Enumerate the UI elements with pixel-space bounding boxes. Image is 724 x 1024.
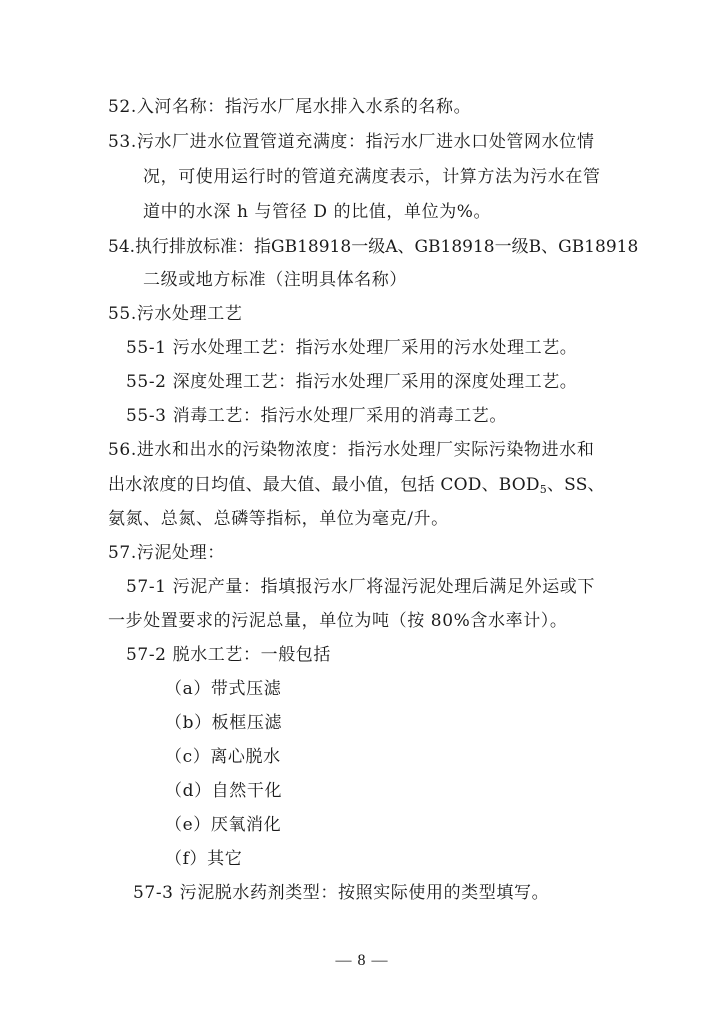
- item-56-line-2: [108, 473, 605, 497]
- item-53-line-2: 况，可使用运行时的管道充满度表示，计算方法为污水在管: [143, 167, 601, 187]
- item-55-3: 55-3 消毒工艺：指污水处理厂采用的消毒工艺。: [126, 406, 507, 426]
- dewatering-option-f: （f）其它: [165, 849, 243, 869]
- item-57-title: 57.污泥处理：: [108, 543, 225, 563]
- item-53-line-3: 道中的水深 h 与管径 D 的比值，单位为%。: [143, 202, 492, 222]
- item-55-title: 55.污水处理工艺: [108, 304, 243, 324]
- item-55-1: 55-1 污水处理工艺：指污水处理厂采用的污水处理工艺。: [126, 338, 578, 358]
- item-56-line-1: 56.进水和出水的污染物浓度：指污水处理厂实际污染物进水和: [108, 440, 595, 460]
- item-57-1-line-2: 一步处置要求的污泥总量，单位为吨（按 80%含水率计）。: [108, 611, 568, 631]
- item-57-1-line-1: 57-1 污泥产量：指填报污水厂将湿污泥处理后满足外运或下: [126, 577, 595, 597]
- item-56-line-3: 氨氮、总氮、总磷等指标，单位为毫克/升。: [108, 509, 449, 529]
- dewatering-option-c: （c）离心脱水: [165, 747, 281, 767]
- page-number: — 8 —: [335, 952, 389, 969]
- dewatering-option-a: （a）带式压滤: [165, 679, 282, 699]
- item-55-2: 55-2 深度处理工艺：指污水处理厂采用的深度处理工艺。: [126, 372, 578, 392]
- item-57-3: 57-3 污泥脱水药剂类型：按照实际使用的类型填写。: [133, 883, 550, 903]
- bod-subscript: 5: [539, 483, 547, 496]
- item-56-line-2-tail: 、SS、: [546, 475, 605, 495]
- item-54-line-1: 54.执行排放标准：指GB18918一级A、GB18918一级B、GB18918: [108, 237, 639, 257]
- dewatering-option-e: （e）厌氧消化: [165, 815, 282, 835]
- item-57-2-title: 57-2 脱水工艺：一般包括: [126, 645, 331, 665]
- dewatering-option-b: （b）板框压滤: [165, 713, 283, 733]
- dewatering-option-d: （d）自然干化: [165, 781, 283, 801]
- item-56-line-2-text: 出水浓度的日均值、最大值、最小值，包括 COD、BOD: [108, 475, 540, 495]
- item-54-line-2: 二级或地方标准（注明具体名称）: [143, 270, 407, 290]
- item-52-line-1: 52.入河名称：指污水厂尾水排入水系的名称。: [108, 97, 472, 117]
- item-53-line-1: 53.污水厂进水位置管道充满度：指污水厂进水口处管网水位情: [108, 132, 595, 152]
